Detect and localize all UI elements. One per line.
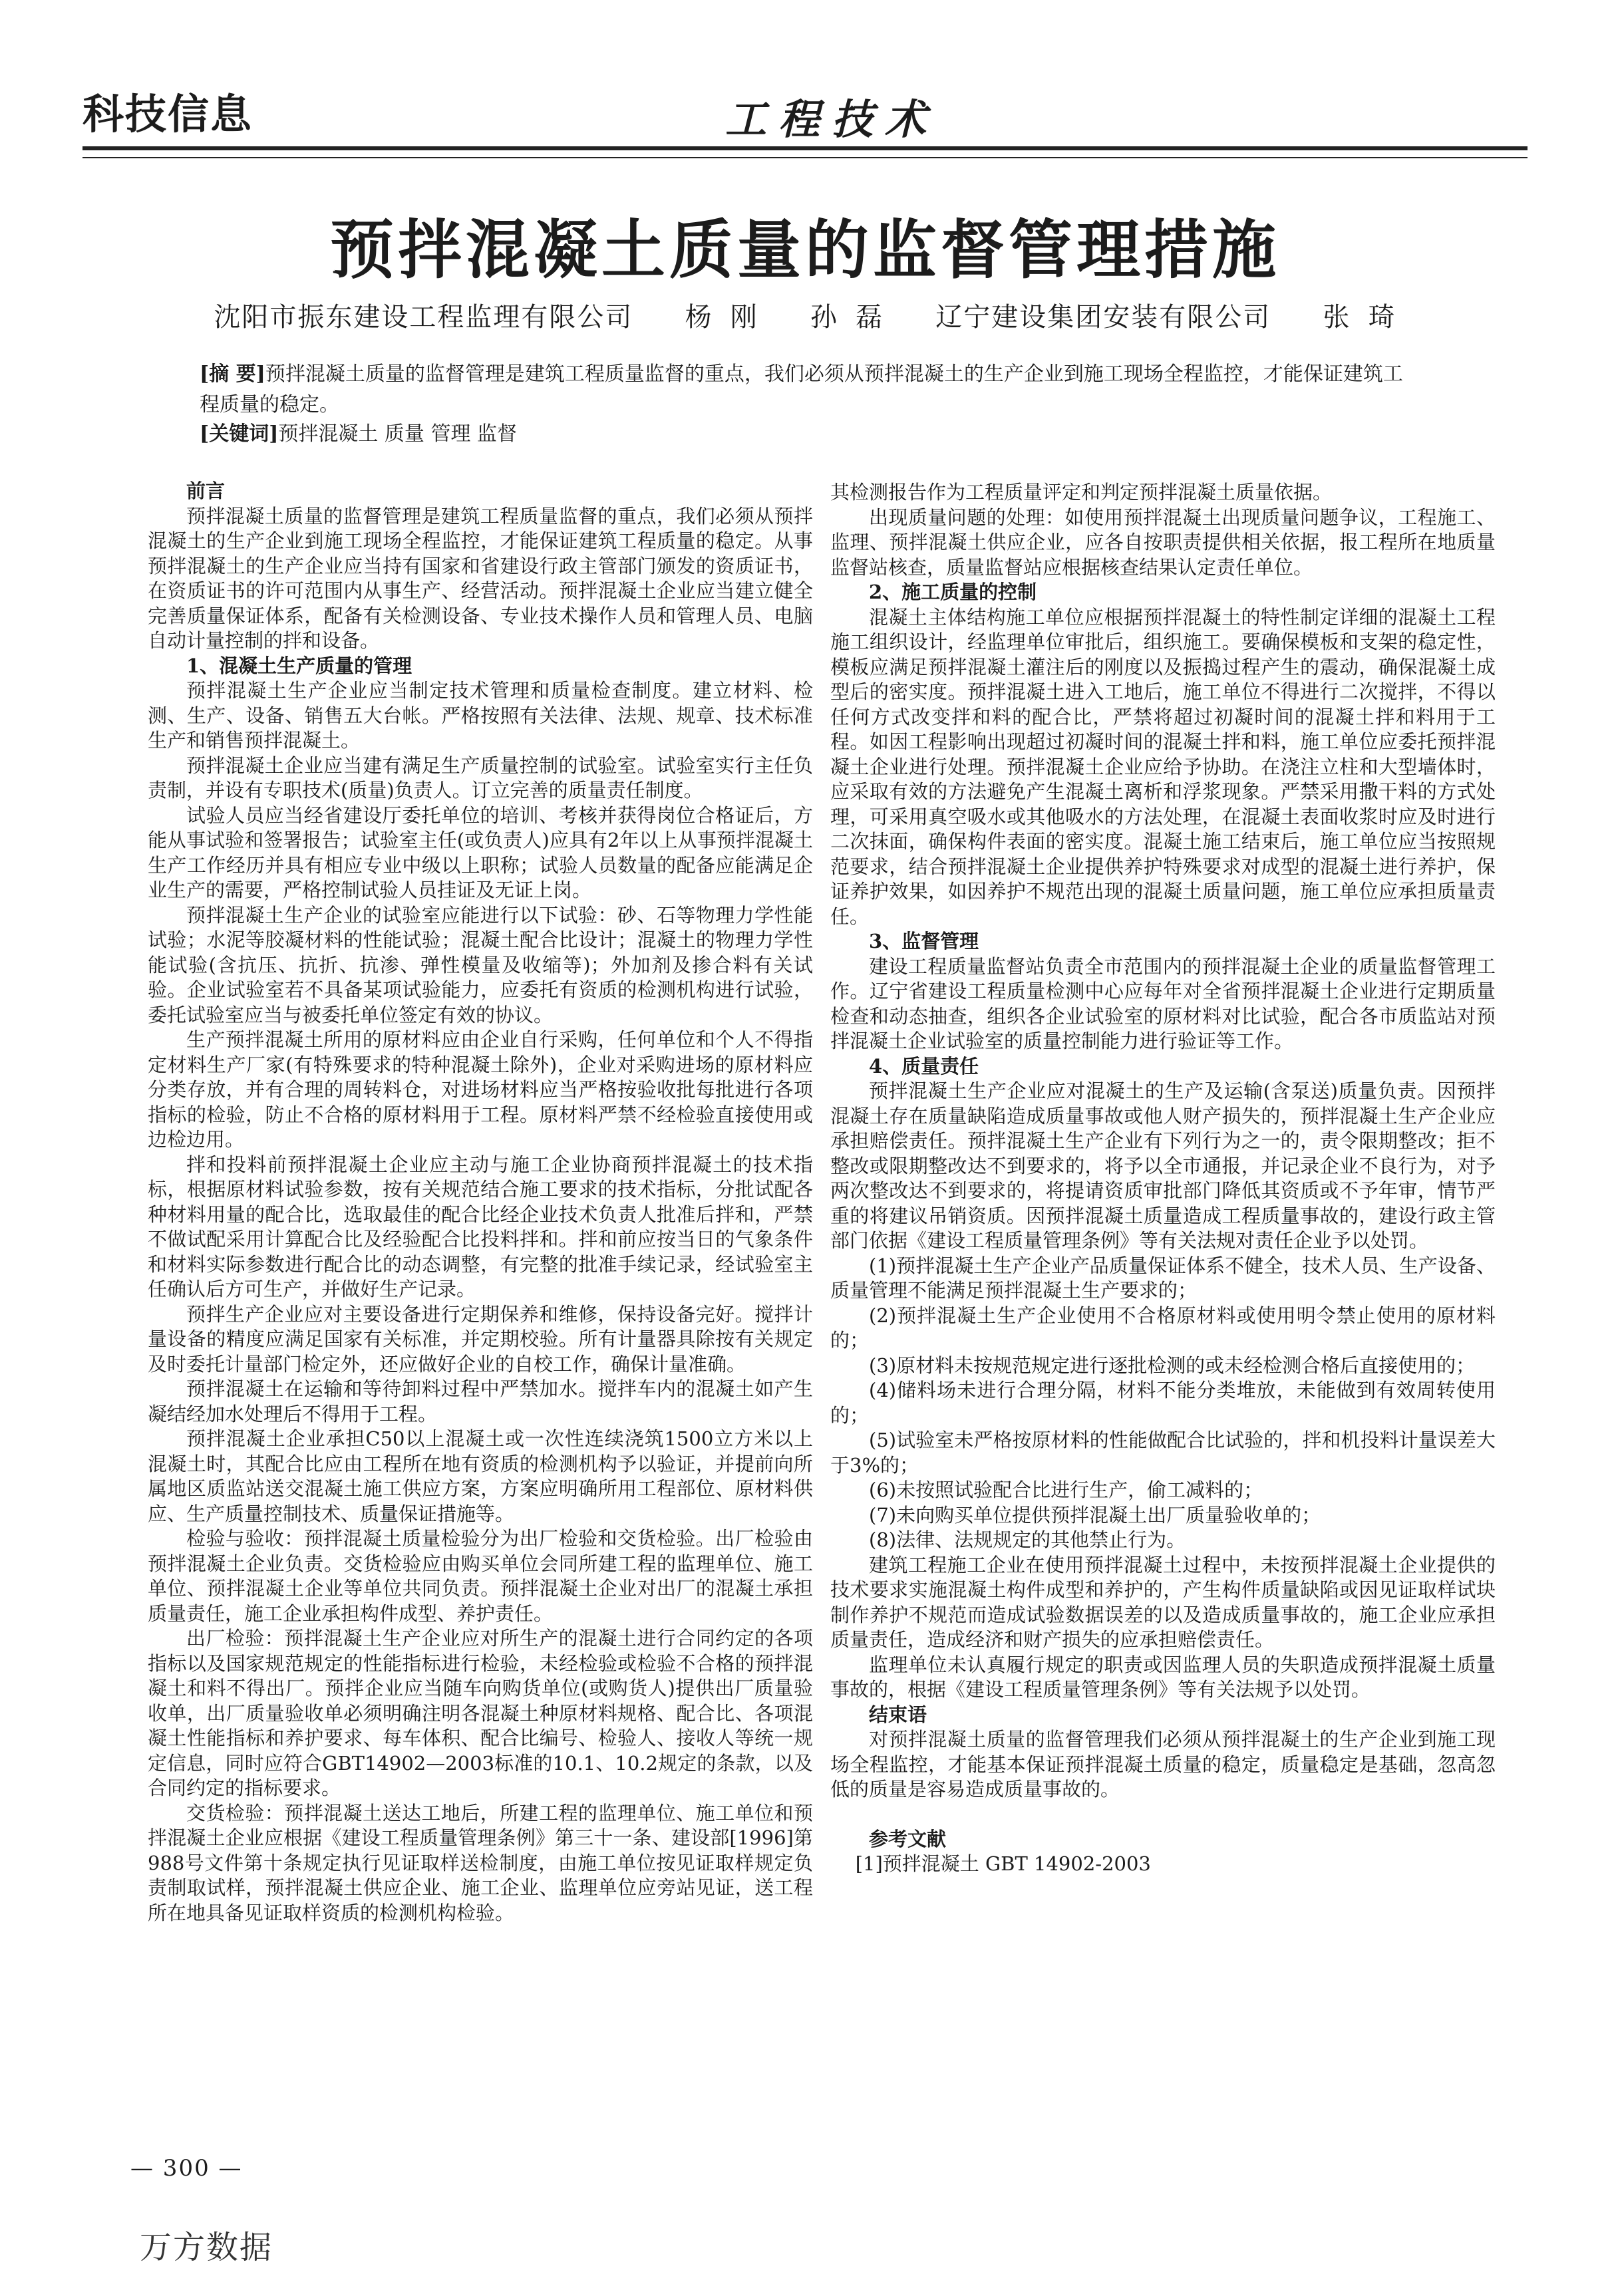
section-heading: 前言	[186, 480, 226, 502]
keywords-text: 预拌混凝土 质量 管理 监督	[278, 422, 517, 446]
paragraph: 出现质量问题的处理：如使用预拌混凝土出现质量问题争议，工程施工、监理、预拌混凝土供应企业，应各自按职责提供相关依据，报工程所在地质量监督站核查，质量监督站应根据核查结果认定责任单位。	[830, 505, 1496, 579]
paragraph: (7)未向购买单位提供预拌混凝土出厂质量验收单的；	[869, 1503, 1321, 1526]
abstract-text: 预拌混凝土质量的监督管理是建筑工程质量监督的重点，我们必须从预拌混凝土的生产企业到施工现场全程监控，才能保证建筑工程质量的稳定。	[200, 362, 1403, 416]
section-heading: 结束语	[869, 1703, 927, 1726]
abstract-tag: [摘 要]	[200, 362, 265, 386]
authors-line: 沈阳市振东建设工程监理有限公司 杨 刚 孙 磊 辽宁建设集团安装有限公司 张 琦	[214, 302, 1396, 333]
abstract	[200, 359, 1417, 420]
section-heading: 1、混凝土生产质量的管理	[186, 654, 412, 677]
paragraph: (1)预拌混凝土生产企业产品质量保证体系不健全，技术人员、生产设备、质量管理不能满足预拌混凝土生产要求的；	[830, 1254, 1496, 1302]
paragraph: (4)储料场未进行合理分隔，材料不能分类堆放，未能做到有效周转使用的；	[830, 1379, 1496, 1427]
references-heading: 参考文献	[869, 1827, 947, 1850]
paragraph: (5)试验室未严格按原材料的性能做配合比试验的，拌和机投料计量误差大于3%的；	[830, 1429, 1496, 1477]
paragraph: 对预拌混凝土质量的监督管理我们必须从预拌混凝土的生产企业到施工现场全程监控，才能基本保证预拌混凝土质量的稳定，质量稳定是基础，忽高忽低的质量是容易造成质量事故的。	[830, 1728, 1496, 1800]
paragraph: 出厂检验：预拌混凝土生产企业应对所生产的混凝土进行合同约定的各项指标以及国家规范规定的性能指标进行检验，未经检验或检验不合格的预拌混凝土和料不得出厂。预拌企业应当随车向购货单位(或购货人)提供出厂质量验收单，出厂质量验收单必须明确注明各混凝土种原材料规格、配合比、各项混凝土性能指标和养护要求、每车体积、配合比编号、检验人、接收人等统一规定信息，同时应符合GBT14902—2003标准的10.1、10.2规定的条款，以及合同约定的指标要求。	[148, 1627, 813, 1799]
section-heading: 4、质量责任	[869, 1054, 979, 1077]
section-label: 工程技术	[725, 95, 939, 144]
right-column	[830, 480, 1496, 1877]
left-column	[148, 479, 813, 1926]
paper-title: 预拌混凝土质量的监督管理措施	[330, 213, 1280, 287]
paragraph: 预拌混凝土生产企业应对混凝土的生产及运输(含泵送)质量负责。因预拌混凝土存在质量缺陷造成质量事故或他人财产损失的，预拌混凝土生产企业应承担赔偿责任。预拌混凝土生产企业有下列行为之一的，责令限期整改；拒不整改或限期整改达不到要求的，将予以全市通报，并记录企业不良行为，对予两次整改达不到要求的，将提请资质审批部门降低其资质或不予年审，情节严重的将建议吊销资质。因预拌混凝土质量造成工程质量事故的，建设行政主管部门依据《建设工程质量管理条例》等有关法规对责任企业予以处罚。	[830, 1079, 1496, 1252]
paragraph: 预拌混凝土质量的监督管理是建筑工程质量监督的重点，我们必须从预拌混凝土的生产企业到施工现场全程监控，才能保证建筑工程质量的稳定。从事预拌混凝土的生产企业应当持有国家和省建设行政主管部门颁发的资质证书，在资质证书的许可范围内从事生产、经营活动。预拌混凝土企业应当建立健全完善质量保证体系，配备有关检测设备、专业技术操作人员和管理人员、电脑自动计量控制的拌和设备。	[148, 504, 813, 652]
reference-item: [1]预拌混凝土 GBT 14902-2003	[855, 1852, 1151, 1875]
paragraph: (3)原材料未按规范规定进行逐批检测的或未经检测合格后直接使用的；	[869, 1354, 1476, 1377]
section-heading: 2、施工质量的控制	[869, 581, 1037, 603]
paragraph: 预拌混凝土在运输和等待卸料过程中严禁加水。搅拌车内的混凝土如产生凝结经加水处理后不得用于工程。	[148, 1377, 813, 1425]
paragraph: 检验与验收：预拌混凝土质量检验分为出厂检验和交货检验。出厂检验由预拌混凝土企业负责。交货检验应由购买单位会同所建工程的监理单位、施工单位、预拌混凝土企业等单位共同负责。预拌混凝土企业对出厂的混凝土承担质量责任，施工企业承担构件成型、养护责任。	[148, 1527, 813, 1625]
keywords	[200, 419, 1417, 450]
keywords-tag: [关键词]	[200, 422, 279, 446]
paragraph: 试验人员应当经省建设厅委托单位的培训、考核并获得岗位合格证后，方能从事试验和签署报告；试验室主任(或负责人)应具有2年以上从事预拌混凝土生产工作经历并具有相应专业中级以上职称；试验人员数量的配备应能满足企业生产的需要，严格控制试验人员挂证及无证上岗。	[148, 803, 813, 901]
paragraph: 拌和投料前预拌混凝土企业应主动与施工企业协商预拌混凝土的技术指标，根据原材料试验参数，按有关规范结合施工要求的技术指标，分批试配各种材料用量的配合比，选取最佳的配合比经企业技术负责人批准后拌和，严禁不做试配采用计算配合比及经验配合比投料拌和。拌和前应按当日的气象条件和材料实际参数进行配合比的动态调整，有完整的批准手续记录，经试验室主任确认后方可生产，并做好生产记录。	[148, 1153, 813, 1300]
header-rule-thin	[82, 157, 1528, 158]
paragraph: 生产预拌混凝土所用的原材料应由企业自行采购，任何单位和个人不得指定材料生产厂家(有特殊要求的特种混凝土除外)，企业对采购进场的原材料应分类存放，并有合理的周转料仓，对进场材料应当严格按验收批每批进行各项指标的检验，防止不合格的原材料用于工程。原材料严禁不经检验直接使用或边检边用。	[148, 1028, 813, 1151]
paragraph: 建筑工程施工企业在使用预拌混凝土过程中，未按预拌混凝土企业提供的技术要求实施混凝土构件成型和养护的，产生构件质量缺陷或因见证取样试块制作养护不规范而造成试验数据误差的以及造成质量事故的，施工企业应承担质量责任，造成经济和财产损失的应承担赔偿责任。	[830, 1553, 1496, 1651]
watermark: 万方数据	[140, 2229, 273, 2266]
paragraph: 监理单位未认真履行规定的职责或因监理人员的失职造成预拌混凝土质量事故的，根据《建设工程质量管理条例》等有关法规予以处罚。	[830, 1653, 1496, 1701]
paragraph: 预拌混凝土企业应当建有满足生产质量控制的试验室。试验室实行主任负责制，并设有专职技术(质量)负责人。订立完善的质量责任制度。	[148, 754, 813, 801]
section-heading: 3、监督管理	[869, 930, 979, 952]
paragraph: (6)未按照试验配合比进行生产，偷工减料的；	[869, 1479, 1263, 1501]
header-rule	[82, 146, 1528, 150]
paragraph: 预拌混凝土生产企业应当制定技术管理和质量检查制度。建立材料、检测、生产、设备、销售五大台帐。严格按照有关法律、法规、规章、技术标准生产和销售预拌混凝土。	[148, 679, 813, 752]
journal-name: 科技信息	[82, 90, 253, 138]
paragraph: 预拌生产企业应对主要设备进行定期保养和维修，保持设备完好。搅拌计量设备的精度应满足国家有关标准，并定期校验。所有计量器具除按有关规定及时委托计量部门检定外，还应做好企业的自校工作，确保计量准确。	[148, 1302, 813, 1375]
paragraph: 混凝土主体结构施工单位应根据预拌混凝土的特性制定详细的混凝土工程施工组织设计，经监理单位审批后，组织施工。要确保模板和支架的稳定性，模板应满足预拌混凝土灌注后的刚度以及振捣过程产生的震动，确保混凝土成型后的密实度。预拌混凝土进入工地后，施工单位不得进行二次搅拌，不得以任何方式改变拌和料的配合比，严禁将超过初凝时间的混凝土拌和料用于工程。如因工程影响出现超过初凝时间的混凝土拌和料，施工单位应委托预拌混凝土企业进行处理。预拌混凝土企业应给予协助。在浇注立柱和大型墙体时，应采取有效的方法避免产生混凝土离析和浮浆现象。严禁采用撒干料的方式处理，可采用真空吸水或其他吸水的方法处理，在混凝土表面收浆时应及时进行二次抹面，确保构件表面的密实度。混凝土施工结束后，施工单位应当按照规范要求，结合预拌混凝土企业提供养护特殊要求对成型的混凝土进行养护，保证养护效果，如因养护不规范出现的混凝土质量问题，施工单位应承担质量责任。	[830, 605, 1496, 928]
paragraph: (8)法律、法规规定的其他禁止行为。	[869, 1528, 1186, 1551]
paragraph: (2)预拌混凝土生产企业使用不合格原材料或使用明令禁止使用的原材料的；	[830, 1304, 1496, 1352]
paragraph: 交货检验：预拌混凝土送达工地后，所建工程的监理单位、施工单位和预拌混凝土企业应根据《建设工程质量管理条例》第三十一条、建设部[1996]第988号文件第十条规定执行见证取样送检制度，由施工单位按见证取样规定负责制取试样，预拌混凝土供应企业、施工企业、监理单位应旁站见证，送工程所在地具备见证取样资质的检测机构检验。	[148, 1801, 813, 1924]
paragraph: 建设工程质量监督站负责全市范围内的预拌混凝土企业的质量监督管理工作。辽宁省建设工程质量检测中心应每年对全省预拌混凝土企业进行定期质量检查和动态抽查，组织各企业试验室的原材料对比试验，配合各市质监站对预拌混凝土企业试验室的质量控制能力进行验证等工作。	[830, 954, 1496, 1052]
paragraph: 预拌混凝土生产企业的试验室应能进行以下试验：砂、石等物理力学性能试验；水泥等胶凝材料的性能试验；混凝土配合比设计；混凝土的物理力学性能试验(含抗压、抗折、抗渗、弹性模量及收缩等)；外加剂及掺合料有关试验。企业试验室若不具备某项试验能力，应委托有资质的检测机构进行试验，委托试验室应当与被委托单位签定有效的协议。	[148, 903, 813, 1026]
paragraph: 其检测报告作为工程质量评定和判定预拌混凝土质量依据。	[830, 481, 1333, 503]
paragraph: 预拌混凝土企业承担C50以上混凝土或一次性连续浇筑1500立方米以上混凝土时，其配合比应由工程所在地有资质的检测机构予以验证，并提前向所属地区质监站送交混凝土施工供应方案，方案应明确所用工程部位、原材料供应、生产质量控制技术、质量保证措施等。	[148, 1427, 813, 1525]
page-number: — 300 —	[130, 2155, 243, 2182]
